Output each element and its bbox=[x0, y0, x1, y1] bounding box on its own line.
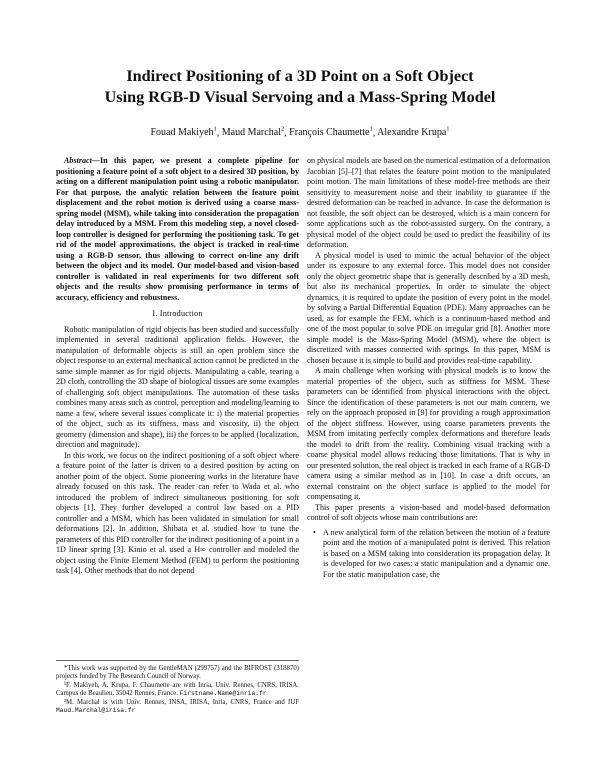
abstract: Abstract—In this paper, we present a complete pipeline for positioning a feature point of a soft object to a desired 3D position, by acting on a different manipulation point using a robotic manipulator. For that purpose, the analytic relation between the feature point displacement and the robot motion is derived using a coarse mass-spring model (MSM), while taking into consideration the propagation delay introduced by a MSM. From this modeling step, a novel closed-loop controller is designed for performing the positioning task. To get rid of the model approximations, the object is tracked in real-time using a RGB-D sensor, thus allowing to correct on-line any drift between the object and its model. Our model-based and vision-based controller is validated in real experiments for two different soft objects and the results show promising performance in terms of accuracy, efficiency and robustness. bbox=[56, 156, 299, 302]
footnote: *This work was supported by the GentleMAN (299757) and the BIFROST (318870) projects funded by The Research Council of Norway. bbox=[56, 665, 299, 681]
author: Fouad Makiyeh$^1$ bbox=[150, 126, 217, 139]
body-paragraph: Robotic manipulation of rigid objects has been studied and successfully implemented in several traditional application fields. However, the manipulation of deformable objects is still an open problem since the object response to an external mechanical action cannot be predicted in the same simple manner as for rigid objects. Manipulating a cable, tearing a 2D cloth, controlling the 3D shape of biological tissues are some examples of challenging soft object manipulations. The automation of these tasks combines many areas such as control, perception and modeling/learning to name a few, where several issues complicate it: i) the material properties of the object, such as its stiffness, mass and viscosity, ii) the object geometry (dimension and shape), iii) the forces to be applied (localization, direction and magnitude). bbox=[56, 324, 299, 449]
author: François Chaumette$^1$ bbox=[289, 126, 373, 139]
abstract-label: Abstract bbox=[64, 156, 92, 165]
body-paragraph: on physical models are based on the numerical estimation of a deformation Jacobian [5]–[7] that relates the feature point motion to the manipulated point motion. The main limitations of these model-free methods are their sensitivity to measurement noise and their inability to guarantee if the desired deformation can be reached in advance. In case the deformation is not feasible, the soft object can be destroyed, which is a main concern for some applications such as the robot-assisted surgery. On the contrary, a physical model of the object could be used to predict the feasibility of its deformation. bbox=[307, 156, 550, 249]
list-item bbox=[307, 528, 550, 581]
section-heading: I. Introduction bbox=[152, 309, 203, 318]
author: Maud Marchal$^2$ bbox=[221, 126, 285, 139]
author: Alexandre Krupa$^1$ bbox=[377, 126, 450, 139]
footnote: ²M. Marchal is with Univ. Rennes, INSA, IRISA, Inria, CNRS, France and IUF Maud.Marchal@irisa.fr bbox=[56, 698, 299, 715]
body-paragraph: A main challenge when working with physical models is to know the material properties of the object, such as stiffness for MSM. These parameters can be identified from physical interactions with the object. Since the identification of these parameters is not our main concern, we rely on the approach proposed in [9] for providing a rough approximation of the object stiffness. However, using coarse parameters prevents the MSM from imitating perfectly complex deformations and therefore leads the model to drift from the reality. Combining visual tracking with a coarse physical model allows reducing those limitations. That is why in our presented solution, the real object is tracked in each frame of a RGB-D camera using a similar method as in [10]. In case a drift occurs, an external constraint on the object surface is applied to the model for compensating it. bbox=[307, 366, 550, 501]
contribution-list bbox=[307, 528, 550, 581]
footnote-email: Maud.Marchal@irisa.fr bbox=[56, 707, 136, 715]
bullet-icon: • bbox=[313, 527, 316, 537]
body-paragraph: In this work, we focus on the indirect positioning of a soft object where a feature point of the latter is driven to a desired position by acting on another point of the object. Some pioneering works in the literature have already focused on this task. The reader can refer to Wada et al. who introduced the problem of indirect simultaneous positioning for soft objects [1]. They further developed a control law based on a PID controller and a MSM, which has been validated in simulation for small deformations [2]. In addition, Shibata et al. studied how to tune the parameters of this PID controller for the indirect positioning of a point in a 1D linear spring [3]. Kinio et al. used a H∞ controller and modeled the object using the Finite Element Method (FEM) to perform the positioning task [4]. Other methods that do not depend bbox=[56, 450, 299, 575]
right-column bbox=[307, 156, 550, 580]
list-item-text: A new analytical form of the relation between the motion of a feature point and the motion of a manipulated point is derived. This relation is based on a MSM taking into consideration its propagation delay. It is developed for two cases: a static manipulation and a dynamic one. For the static manipulation case, the bbox=[323, 527, 550, 579]
title-line-1: Indirect Positioning of a 3D Point on a Soft Object bbox=[126, 67, 474, 85]
footnote: ¹F. Makiyeh, A. Krupa, F. Chaumette are with Inria, Univ. Rennes, CNRS, IRISA. Campus de Beaulieu, 35042 Rennes, France. Firstname.Name@inria.fr bbox=[56, 681, 299, 698]
footnotes bbox=[56, 660, 299, 715]
author-list: Fouad Makiyeh$^1$, Maud Marchal$^2$, François Chaumette$^1$, Alexandre Krupa$^1$ bbox=[150, 126, 450, 139]
body-paragraph: This paper presents a vision-based and model-based deformation control of soft objects whose main contributions are: bbox=[307, 502, 550, 522]
footnote-email: Firstname.Name@inria.fr bbox=[179, 690, 267, 698]
paper-title bbox=[0, 66, 600, 108]
left-column bbox=[56, 156, 299, 577]
title-line-2: Using RGB-D Visual Servoing and a Mass-Spring Model bbox=[104, 88, 496, 106]
abstract-text: In this paper, we present a complete pipeline for positioning a feature point of a soft object to a desired 3D position, by acting on a different manipulation point using a robotic manipulator. For that purpose, the analytic relation between the feature point displacement and the robot motion is derived using a coarse mass-spring model (MSM), while taking into consideration the propagation delay introduced by a MSM. From this modeling step, a novel closed-loop controller is designed for performing the positioning task. To get rid of the model approximations, the object is tracked in real-time using a RGB-D sensor, thus allowing to correct on-line any drift between the object and its model. Our model-based and vision-based controller is validated in real experiments for two different soft objects and the results show promising performance in terms of accuracy, efficiency and robustness. bbox=[56, 156, 299, 302]
body-paragraph: A physical model is used to mimic the actual behavior of the object under its exposure to any external force. This model does not consider only the object geometric shape that is generally described by a 3D mesh, but also its mechanical properties. In order to simulate the object dynamics, it is required to update the position of every point in the model by solving a Partial Differential Equation (PDE). Many approaches can be used, as for example the FEM, which is a continuum-based method and one of the most popular to solve PDE on irregular grid [8]. Another more simple model is the Mass-Spring Model (MSM), where the object is discretized with masses connected with springs. In this paper, MSM is chosen because it is simple to build and provides real-time capability. bbox=[307, 250, 550, 365]
